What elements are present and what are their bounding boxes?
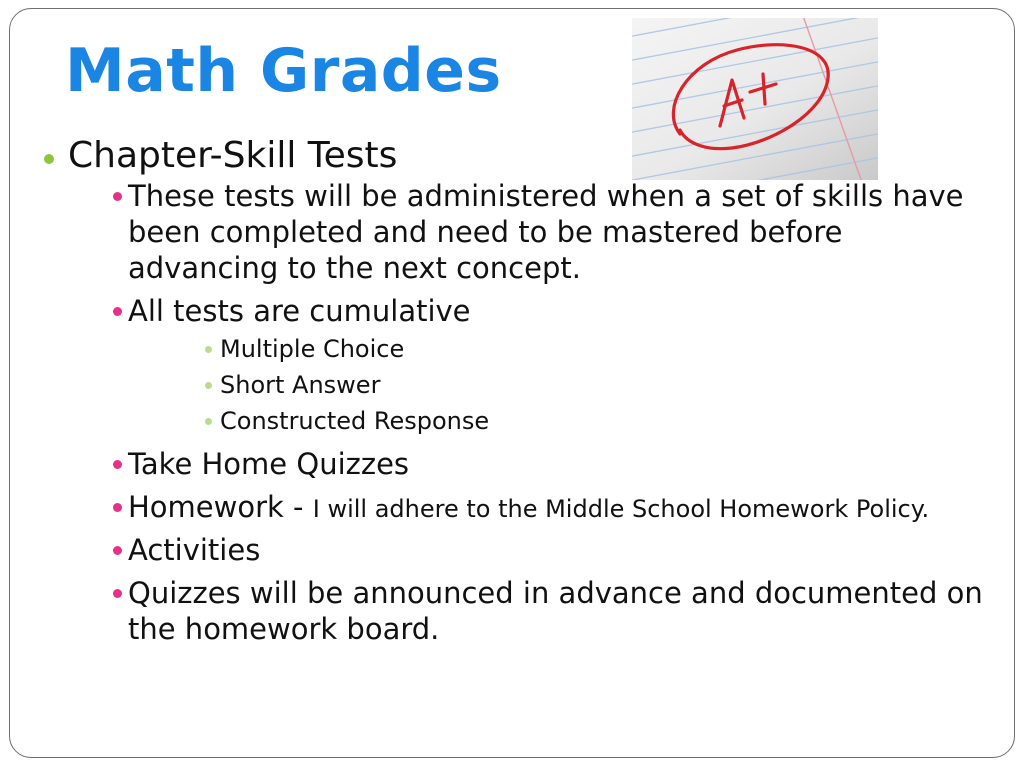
list-item [68, 446, 998, 482]
list-item [68, 489, 998, 525]
bullet-text: All tests are cumulative [128, 294, 471, 328]
bullet-icon [113, 503, 122, 512]
bullet-icon [113, 589, 122, 598]
slide [9, 8, 1015, 758]
bullet-icon [113, 192, 122, 201]
homework-policy-note: I will adhere to the Middle School Homework Policy. [312, 495, 930, 523]
bullet-text: Quizzes will be announced in advance and documented on the homework board. [128, 576, 983, 646]
bullet-text: Take Home Quizzes [128, 447, 410, 481]
bullet-icon [205, 418, 212, 425]
sub-bullet-text: Multiple Choice [220, 335, 405, 363]
bullet-icon [205, 382, 212, 389]
list-item [128, 403, 998, 439]
bullet-icon [44, 154, 54, 164]
homework-label: Homework - [128, 490, 313, 524]
list-item [128, 331, 998, 367]
list-item [68, 532, 998, 568]
bullet-text: These tests will be administered when a set of skills have been completed and need to be mastered before advancing to the next concept. [128, 179, 964, 285]
bullet-icon [113, 546, 122, 555]
sub-bullet-text: Constructed Response [220, 407, 490, 435]
main-bullet-text: Chapter-Skill Tests [68, 135, 398, 176]
bullet-icon [113, 307, 122, 316]
list-item [68, 575, 998, 647]
sub-bullet-text: Short Answer [220, 371, 381, 399]
homework-line [128, 489, 998, 525]
list-item [68, 293, 998, 439]
slide-title: Math Grades [65, 36, 502, 106]
bullet-list [38, 135, 998, 654]
list-item [38, 135, 998, 647]
list-item [68, 178, 998, 286]
list-item [128, 367, 998, 403]
bullet-text: Activities [128, 533, 261, 567]
bullet-icon [205, 346, 212, 353]
bullet-icon [113, 460, 122, 469]
